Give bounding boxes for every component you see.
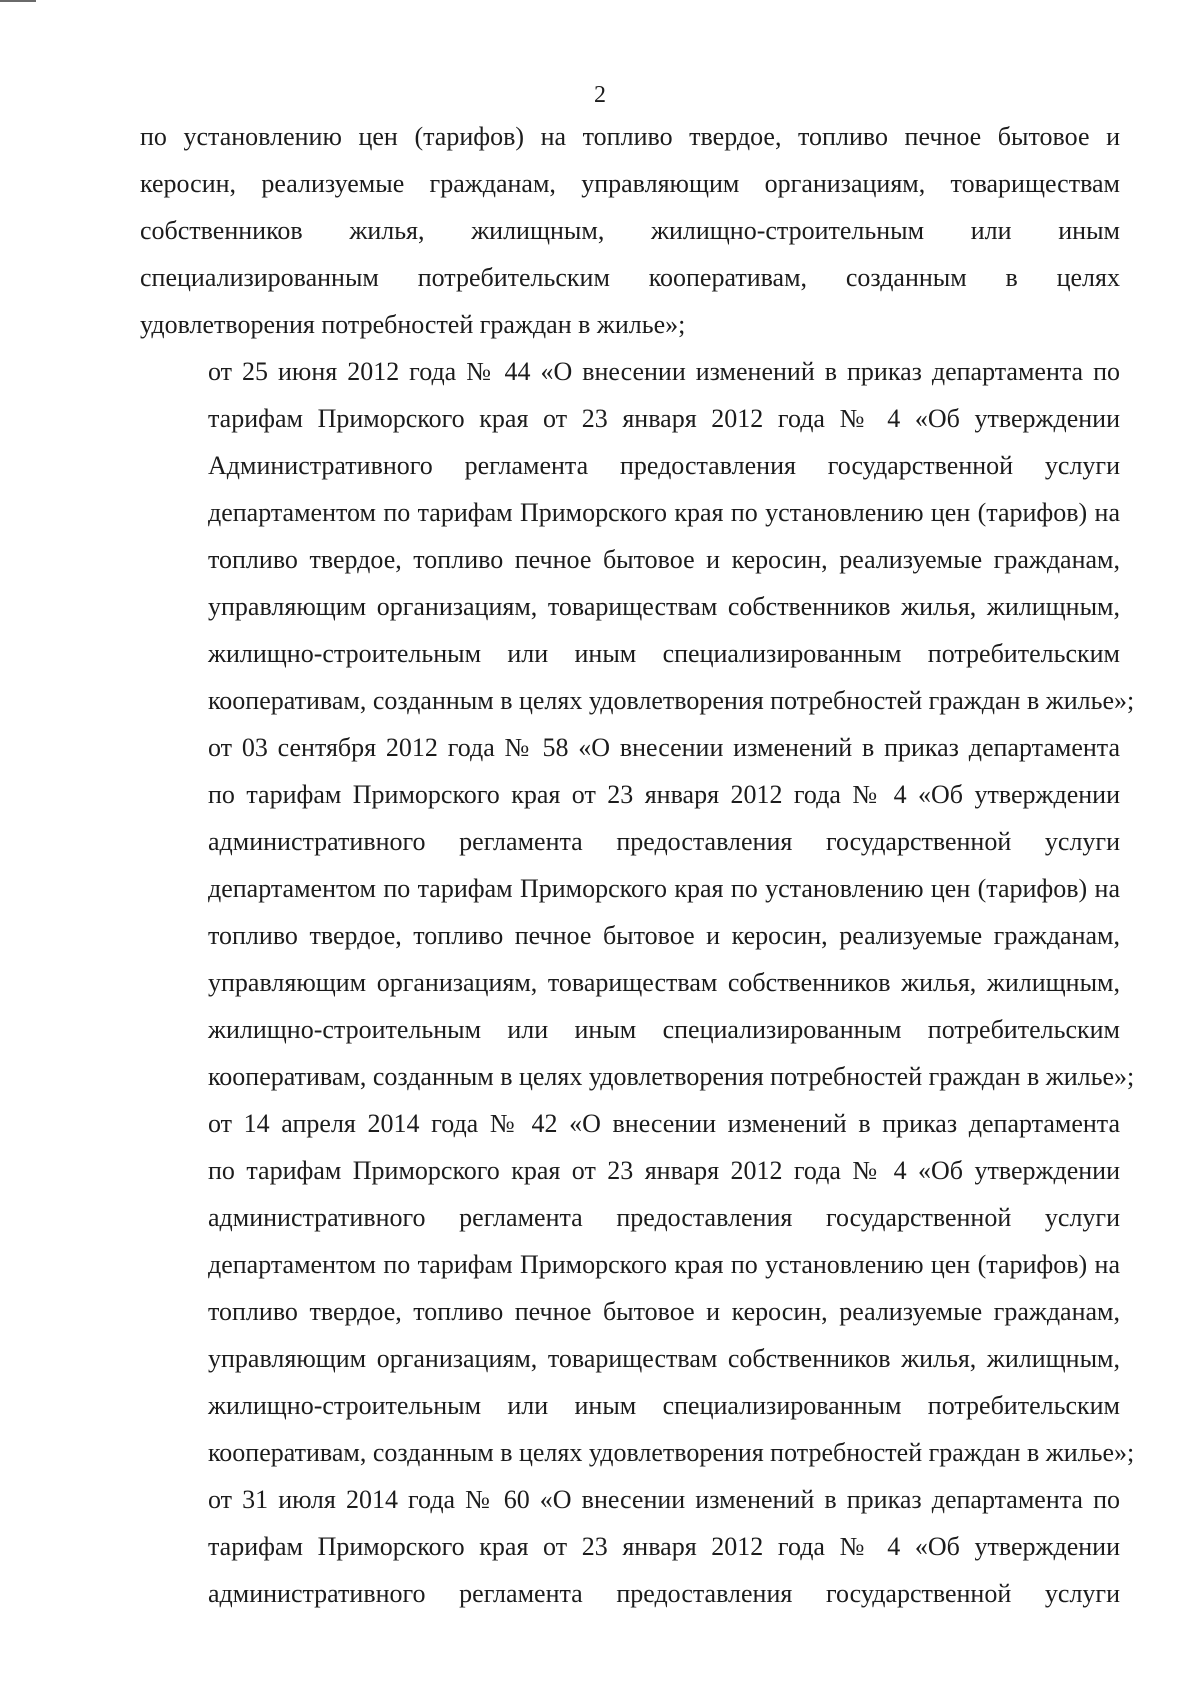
document-body xyxy=(140,113,1135,1617)
text-line: от 14 апреля 2014 года № 42 «О внесении изменений в приказ департамента xyxy=(208,1109,1120,1138)
text-line: жилищно-строительным или иным специализированным потребительским xyxy=(208,1015,1120,1044)
text-line: от 03 сентября 2012 года № 58 «О внесении изменений в приказ департамента xyxy=(208,733,1120,762)
text-line: по установлению цен (тарифов) на топливо твердое, топливо печное бытовое и xyxy=(140,122,1120,151)
text-line: специализированным потребительским кооперативам, созданным в целях xyxy=(140,263,1120,292)
text-line: управляющим организациям, товариществам собственников жилья, жилищным, xyxy=(208,1344,1120,1373)
paragraph xyxy=(140,724,1135,1100)
paragraph xyxy=(140,348,1135,724)
text-line: жилищно-строительным или иным специализированным потребительским xyxy=(208,639,1120,668)
text-line: департаментом по тарифам Приморского края по установлению цен (тарифов) на xyxy=(208,498,1120,527)
page-number: 2 xyxy=(594,82,606,108)
paragraph xyxy=(140,1476,1120,1617)
text-line: от 31 июля 2014 года № 60 «О внесении изменений в приказ департамента по xyxy=(208,1485,1120,1514)
text-line: Административного регламента предоставления государственной услуги xyxy=(208,451,1120,480)
text-line: административного регламента предоставления государственной услуги xyxy=(208,1579,1120,1608)
text-line: управляющим организациям, товариществам собственников жилья, жилищным, xyxy=(208,968,1120,997)
paragraph xyxy=(140,1100,1135,1476)
text-line: жилищно-строительным или иным специализированным потребительским xyxy=(208,1391,1120,1420)
text-line: департаментом по тарифам Приморского края по установлению цен (тарифов) на xyxy=(208,874,1120,903)
text-line: департаментом по тарифам Приморского края по установлению цен (тарифов) на xyxy=(208,1250,1120,1279)
text-line: керосин, реализуемые гражданам, управляющим организациям, товариществам xyxy=(140,169,1120,198)
text-line: управляющим организациям, товариществам собственников жилья, жилищным, xyxy=(208,592,1120,621)
text-line: удовлетворения потребностей граждан в жилье»; xyxy=(140,310,686,339)
paragraph xyxy=(140,113,1120,348)
text-line: топливо твердое, топливо печное бытовое и керосин, реализуемые гражданам, xyxy=(208,921,1120,950)
text-line: собственников жилья, жилищным, жилищно-строительным или иным xyxy=(140,216,1120,245)
text-line: тарифам Приморского края от 23 января 2012 года № 4 «Об утверждении xyxy=(208,1532,1120,1561)
text-line: административного регламента предоставления государственной услуги xyxy=(208,1203,1120,1232)
text-line: кооперативам, созданным в целях удовлетворения потребностей граждан в жилье»; xyxy=(208,1438,1135,1467)
text-line: кооперативам, созданным в целях удовлетворения потребностей граждан в жилье»; xyxy=(208,1062,1135,1091)
text-line: от 25 июня 2012 года № 44 «О внесении изменений в приказ департамента по xyxy=(208,357,1120,386)
scan-edge-mark xyxy=(0,0,36,2)
text-line: по тарифам Приморского края от 23 января 2012 года № 4 «Об утверждении xyxy=(208,1156,1120,1185)
text-line: тарифам Приморского края от 23 января 2012 года № 4 «Об утверждении xyxy=(208,404,1120,433)
text-line: административного регламента предоставления государственной услуги xyxy=(208,827,1120,856)
text-line: топливо твердое, топливо печное бытовое и керосин, реализуемые гражданам, xyxy=(208,1297,1120,1326)
text-line: кооперативам, созданным в целях удовлетворения потребностей граждан в жилье»; xyxy=(208,686,1135,715)
text-line: топливо твердое, топливо печное бытовое и керосин, реализуемые гражданам, xyxy=(208,545,1120,574)
text-line: по тарифам Приморского края от 23 января 2012 года № 4 «Об утверждении xyxy=(208,780,1120,809)
